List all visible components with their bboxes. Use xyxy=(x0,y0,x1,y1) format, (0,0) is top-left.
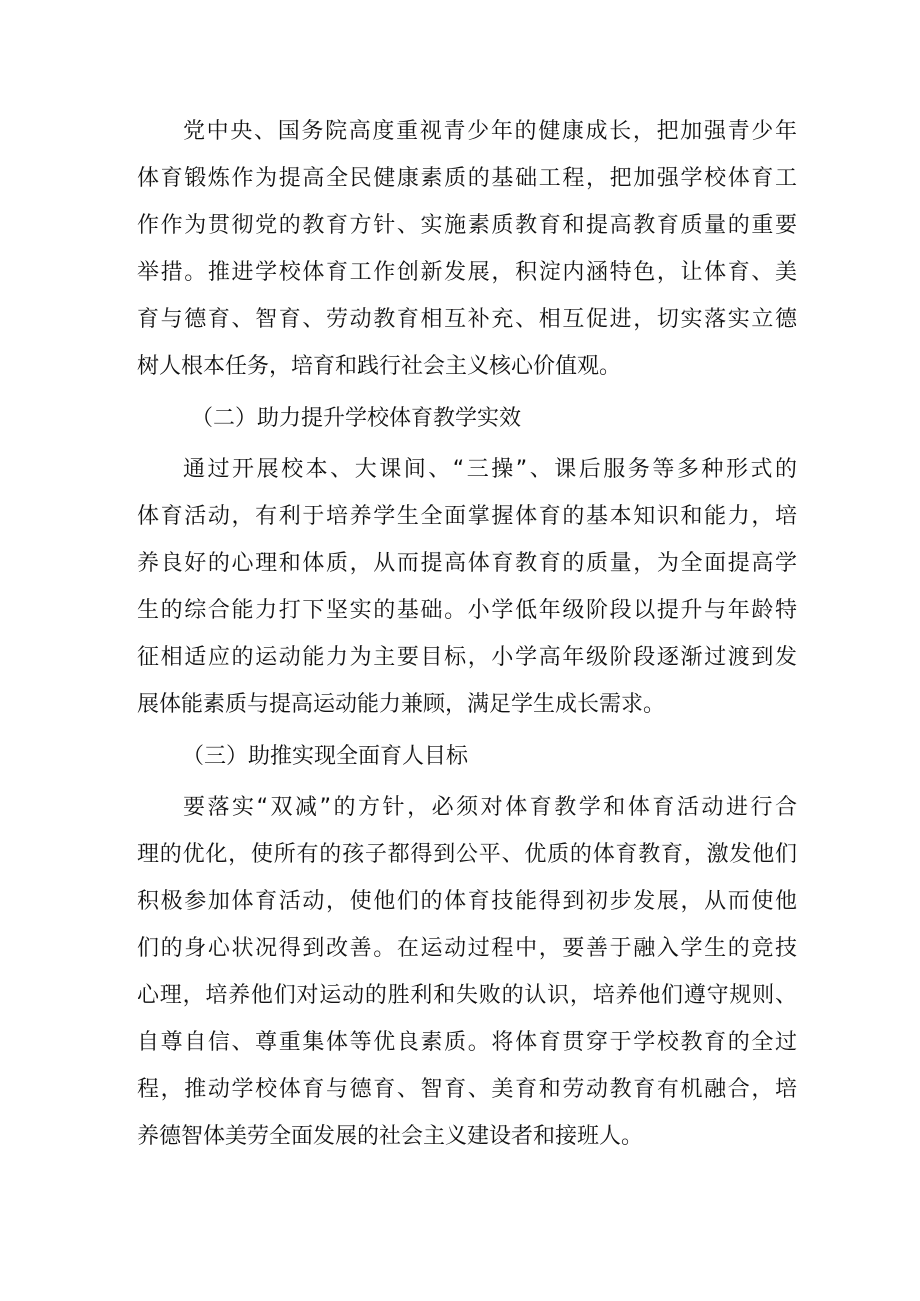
paragraph-3-line-3: 积极参加体育活动，使他们的体育技能得到初步发展，从而使他 xyxy=(137,889,797,914)
paragraph-1-line-3: 作作为贯彻党的教育方针、实施素质教育和提高教育质量的重要 xyxy=(137,213,797,238)
paragraph-1-line-4: 举措。推进学校体育工作创新发展，积淀内涵特色，让体育、美 xyxy=(137,260,797,285)
paragraph-3-line-1: 要落实“双减”的方针，必须对体育教学和体育活动进行合 xyxy=(183,795,797,820)
paragraph-1-line-6: 树人根本任务，培育和践行社会主义核心价值观。 xyxy=(137,354,622,379)
paragraph-1-line-5: 育与德育、智育、劳动教育相互补充、相互促进，切实落实立德 xyxy=(137,307,797,332)
section-heading-2: （二）助力提升学校体育教学实效 xyxy=(191,406,522,431)
paragraph-3-line-8: 养德智体美劳全面发展的社会主义建设者和接班人。 xyxy=(137,1124,644,1149)
paragraph-1-line-1: 党中央、国务院高度重视青少年的健康成长，把加强青少年 xyxy=(183,119,797,144)
paragraph-3-line-4: 们的身心状况得到改善。在运动过程中，要善于融入学生的竞技 xyxy=(137,936,797,961)
paragraph-3-line-2: 理的优化，使所有的孩子都得到公平、优质的体育教育，激发他们 xyxy=(137,842,797,867)
paragraph-3-line-6: 自尊自信、尊重集体等优良素质。将体育贯穿于学校教育的全过 xyxy=(137,1030,797,1055)
section-heading-3: （三）助推实现全面育人目标 xyxy=(182,744,469,769)
paragraph-2-line-3: 养良好的心理和体质，从而提高体育教育的质量，为全面提高学 xyxy=(137,551,797,576)
paragraph-2-line-6: 展体能素质与提高运动能力兼顾，满足学生成长需求。 xyxy=(137,692,666,717)
paragraph-2-line-2: 体育活动，有利于培养学生全面掌握体育的基本知识和能力，培 xyxy=(137,504,797,529)
paragraph-3-line-7: 程，推动学校体育与德育、智育、美育和劳动教育有机融合，培 xyxy=(137,1077,797,1102)
paragraph-2-line-4: 生的综合能力打下坚实的基础。小学低年级阶段以提升与年龄特 xyxy=(137,598,797,623)
paragraph-3-line-5: 心理，培养他们对运动的胜利和失败的认识，培养他们遵守规则、 xyxy=(137,983,797,1008)
paragraph-1-line-2: 体育锻炼作为提高全民健康素质的基础工程，把加强学校体育工 xyxy=(137,166,797,191)
paragraph-2-line-5: 征相适应的运动能力为主要目标，小学高年级阶段逐渐过渡到发 xyxy=(137,645,797,670)
paragraph-2-line-1: 通过开展校本、大课间、“三操”、课后服务等多种形式的 xyxy=(183,457,797,482)
